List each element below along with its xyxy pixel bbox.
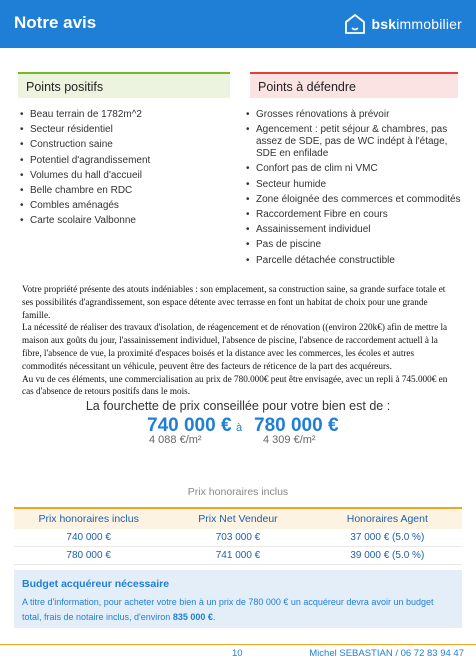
budget-amount: 835 000 € [172, 612, 213, 622]
price-low-per-m2: 4 088 €/m² [149, 434, 202, 446]
price-high-per-m2: 4 309 €/m² [263, 434, 316, 446]
analysis-line: Votre propriété présente des atouts indéniables : son emplacement, sa construction saine, sa grande surface totale et ses possibilités d'agrandissement, son espace détente avec terrasse en font un habitat de choix pour une grande famille. [22, 284, 446, 320]
list-item: • Secteur humide [246, 179, 461, 191]
page-title: Notre avis [14, 13, 97, 32]
list-item: • Parcelle détachée constructible [246, 255, 461, 267]
list-item: • Zone éloignée des commerces et commodités [246, 194, 461, 206]
list-item: • Raccordement Fibre en cours [246, 209, 461, 221]
positives-heading: Points positifs [18, 72, 230, 98]
budget-box [14, 570, 462, 628]
house-logo-icon [345, 14, 365, 34]
table-row [14, 529, 462, 547]
fees-caption: Prix honoraires inclus [187, 486, 289, 498]
budget-text: A titre d'information, pour acheter votre bien à un prix de 780 000 € un acquéreur devra avoir un budget total, frais de notaire inclus, d'environ 835 000 €. [22, 597, 434, 622]
brand-name: bskimmobilier [371, 16, 462, 32]
list-item: • Assainissement individuel [246, 224, 461, 236]
page-number: 10 [232, 648, 243, 659]
price-high: 780 000 € [254, 415, 339, 436]
list-item: • Agencement : petit séjour & chambres, pas assez de SDE, pas de WC indépt à l'étage, SDE en enfilade [246, 124, 461, 160]
list-item: • Volumes du hall d'accueil [20, 170, 230, 182]
column-header: Prix Net Vendeur [198, 513, 278, 525]
table-cell: 741 000 € [215, 550, 261, 561]
page-footer [0, 644, 476, 666]
analysis-line: Au vu de ces éléments, une commercialisation au prix de 780.000€ peut être envisagée, avec un repli à 745.000€ en cas d'absence de retours positifs dans le mois. [22, 373, 448, 397]
budget-title: Budget acquéreur nécessaire [22, 578, 170, 590]
analysis-line: La nécessité de réaliser des travaux d'isolation, de réagencement et de rénovation ((environ 220k€) afin de mettre la maison aux goûts du jour, l'assainissement individuel, l'absence de piscine, l'absence de raccordement actuell à la fibre, l'absence de vue, la proximité d'espaces boisés et la distance avec les commerces, les écoles et autres commodités nécessitant un véhicule, peuvent être des facteurs de réticence de la part des acquéreurs. [22, 322, 448, 371]
table-cell: 703 000 € [215, 532, 261, 543]
price-range-label: La fourchette de prix conseillée pour votre bien est de : [85, 399, 391, 413]
list-item: • Construction saine [20, 139, 230, 151]
table-cell: 780 000 € [66, 550, 111, 561]
brand-logo [345, 14, 462, 34]
list-item: • Belle chambre en RDC [20, 185, 230, 197]
list-item: • Confort pas de clim ni VMC [246, 163, 461, 175]
price-low: 740 000 € [147, 415, 232, 436]
list-item: • Potentiel d'agrandissement [20, 155, 230, 167]
column-header: Honoraires Agent [346, 513, 428, 525]
table-cell: 39 000 € (5.0 %) [350, 550, 425, 561]
page-header [0, 0, 476, 48]
table-cell: 740 000 € [66, 532, 111, 543]
positives-list [20, 109, 230, 231]
price-separator: à [236, 422, 243, 434]
list-item: • Carte scolaire Valbonne [20, 215, 230, 227]
negatives-list [246, 109, 461, 270]
negatives-heading: Points à défendre [250, 72, 458, 98]
agent-contact: Michel SEBASTIAN / 06 72 83 94 47 [309, 648, 464, 659]
list-item: • Pas de piscine [246, 239, 461, 251]
list-item: • Combles aménagés [20, 200, 230, 212]
fees-table [14, 507, 462, 565]
list-item: • Beau terrain de 1782m^2 [20, 109, 230, 121]
table-row [14, 547, 462, 565]
table-header-row [14, 509, 462, 529]
table-cell: 37 000 € (5.0 %) [350, 532, 425, 543]
list-item: • Secteur résidentiel [20, 124, 230, 136]
column-header: Prix honoraires inclus [38, 513, 139, 525]
analysis-text [22, 283, 454, 398]
list-item: • Grosses rénovations à prévoir [246, 109, 461, 121]
